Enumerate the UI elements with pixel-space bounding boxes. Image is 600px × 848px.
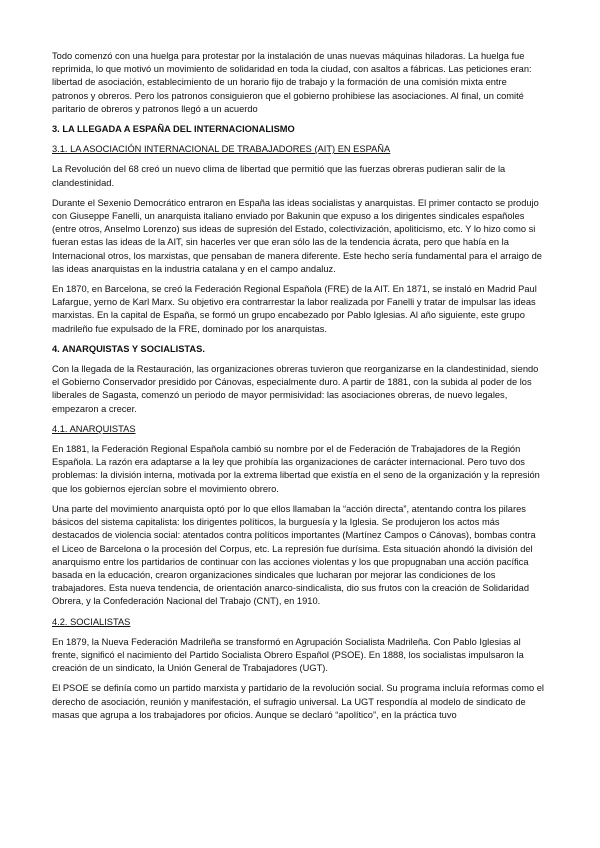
subheading-anarquistas: 4.1. ANARQUISTAS (52, 423, 136, 434)
subheading-ait: 3.1. LA ASOCIACIÓN INTERNACIONAL DE TRABAJADORES (AIT) EN ESPAÑA (52, 144, 391, 155)
paragraph-revolucion-68: La Revolución del 68 creó un nuevo clima de libertad que permitió que las fuerzas obreras pudieran salir de la clandestinidad. (52, 164, 506, 188)
paragraph-sexenio: Durante el Sexenio Democrático entraron en España las ideas socialistas y anarquistas. El primer contacto se produjo con Giuseppe Fanelli, un anarquista italiano enviado por Bakunin que expuso a los dirigentes sindicales españoles (entre otros, Anselmo Lorenzo) sus ideas de supresión del Estado, colectivización, apoliticismo, etc. Y lo hizo como si fueran estas las ideas de la AIT, sin hacerles ver que eran sólo las de la tendencia ácrata, pero que había en la Internacional otros, los marxistas, que pensaban de manera diferente. Este hecho sería fundamental para el arraigo de las ideas anarquistas en la industria catalana y en el campo andaluz. (52, 197, 542, 274)
paragraph-federacion-1881: En 1881, la Federación Regional Española cambió su nombre por el de Federación de Trabajadores de la Región Española. La razón era adaptarse a la ley que prohibía las organizaciones de carácter internacional. Pero tuvo dos problemas: la división interna, motivada por la extrema libertad que existía en el seno de la organización y la represión que los gobiernos ejercían sobre el movimiento obrero. (52, 444, 540, 494)
paragraph-huelga: Todo comenzó con una huelga para protestar por la instalación de unas nuevas máquinas hiladoras. La huelga fue reprimida, lo que motivó un movimiento de solidaridad en toda la ciudad, con asaltos a fábricas. Las peticiones eran: libertad de asociación, establecimiento de un horario fijo de trabajo y la formación de una comisión mixta entre patronos y obreros. Pero los patronos consiguieron que el gobierno prohibiese las asociaciones. Al final, un comité paritario de obreros y patronos llegó a un acuerdo (52, 51, 532, 114)
paragraph-restauracion: Con la llegada de la Restauración, las organizaciones obreras tuvieron que reorganizarse en la clandestinidad, siendo el Gobierno Conservador presidido por Cánovas, especialmente duro. A partir de 1881, con la subida al poder de los liberales de Sagasta, comenzó un periodo de mayor permisividad: las asociaciones obreras, de nuevo legales, empezaron a crecer. (52, 364, 539, 414)
paragraph-fre-1870: En 1870, en Barcelona, se creó la Federación Regional Española (FRE) de la AIT. En 1871, se instaló en Madrid Paul Lafargue, yerno de Karl Marx. Su objetivo era contrarrestar la labor realizada por Fanelli y tratar de impulsar las ideas marxistas. En la capital de España, se formó un grupo encabezado por Pablo Iglesias. Al año siguiente, este grupo madrileño fue expulsado de la FRE, dominado por los anarquistas. (52, 284, 537, 334)
paragraph-accion-directa: Una parte del movimiento anarquista optó por lo que ellos llamaban la “acción directa”, atentando contra los pilares básicos del sistema capitalista: los dirigentes políticos, la burguesía y la Iglesia. Se produjeron los actos más destacados de violencia social: atentados contra políticos importantes (Martínez Campos o Cánovas), bombas contra el Liceo de Barcelona o la procesión del Corpus, etc. La represión fue durísima. Esta situación ahondó la división del anarquismo entre los partidarios de continuar con las acciones violentas y los que propugnaban una acción pacífica basada en la educación, crearon organizaciones sindicales que lucharan por mejorar las condiciones de los trabajadores. Esta nueva tendencia, de orientación anarco-sindicalista, dio sus frutos con la creación de Solidaridad Obrera, y la Confederación Nacional del Trabajo (CNT), en 1910. (52, 503, 536, 607)
paragraph-psoe-programa: El PSOE se definía como un partido marxista y partidario de la revolución social. Su programa incluía reformas como el derecho de asociación, reunión y manifestación, el sufragio universal. La UGT respondía al modelo de sindicato de masas que agrupa a los trabajadores por oficios. Aunque se declaró “apolítico”, en la práctica tuvo (52, 683, 544, 720)
heading-anarquistas-socialistas: 4. ANARQUISTAS Y SOCIALISTAS. (52, 343, 205, 354)
subheading-socialistas: 4.2. SOCIALISTAS (52, 616, 131, 627)
heading-internacionalismo: 3. LA LLEGADA A ESPAÑA DEL INTERNACIONALISMO (52, 124, 295, 135)
paragraph-psoe-1879: En 1879, la Nueva Federación Madrileña se transformó en Agrupación Socialista Madrileña. Con Pablo Iglesias al frente, significó el nacimiento del Partido Socialista Obrero Español (PSOE). En 1888, los socialistas impulsaron la creación de un sindicato, la Unión General de Trabajadores (UGT). (52, 636, 524, 674)
